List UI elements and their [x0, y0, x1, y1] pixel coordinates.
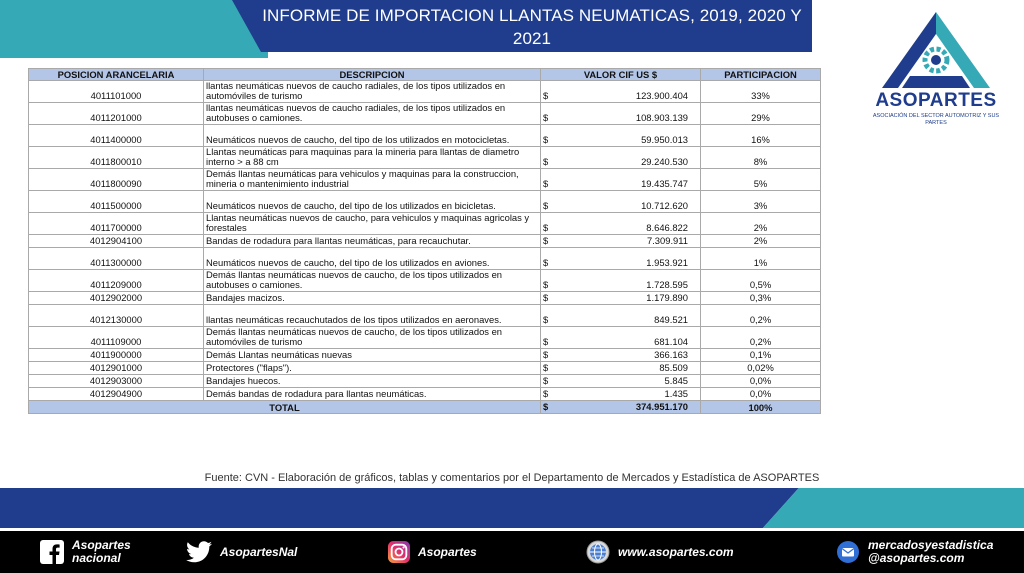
row-share: 0,0% [701, 375, 821, 388]
row-share: 0,2% [701, 305, 821, 327]
row-currency: $ [541, 169, 553, 191]
table-header-row [29, 69, 821, 81]
row-share: 16% [701, 125, 821, 147]
row-value: 7.309.911 [553, 235, 701, 248]
row-code: 4011101000 [29, 81, 204, 103]
logo-name: ASOPARTES [875, 90, 997, 111]
row-value: 5.845 [553, 375, 701, 388]
row-code: 4011201000 [29, 103, 204, 125]
row-code: 4012901000 [29, 362, 204, 375]
row-share: 2% [701, 235, 821, 248]
row-description: llantas neumáticas nuevos de caucho radiales, de los tipos utilizados en automóviles de turismo [204, 81, 541, 103]
row-code: 4012902000 [29, 292, 204, 305]
total-currency: $ [541, 401, 553, 414]
table-row [29, 388, 821, 401]
row-value: 1.953.921 [553, 248, 701, 270]
website-url: www.asopartes.com [618, 544, 734, 559]
row-value: 59.950.013 [553, 125, 701, 147]
row-share: 0,5% [701, 270, 821, 292]
row-currency: $ [541, 235, 553, 248]
row-currency: $ [541, 292, 553, 305]
row-description: llantas neumáticas recauchutados de los tipos utilizados en aeronaves. [204, 305, 541, 327]
logo-tagline: ASOCIACIÓN DEL SECTOR AUTOMOTRIZ Y SUS PARTES [872, 113, 1000, 126]
row-description: Bandas de rodadura para llantas neumáticas, para recauchutar. [204, 235, 541, 248]
social-footer [0, 531, 1024, 573]
row-currency: $ [541, 375, 553, 388]
row-value: 85.509 [553, 362, 701, 375]
row-description: Bandajes macizos. [204, 292, 541, 305]
row-description: Protectores ("flaps"). [204, 362, 541, 375]
row-value: 8.646.822 [553, 213, 701, 235]
email-icon [836, 540, 860, 564]
row-description: Bandajes huecos. [204, 375, 541, 388]
row-share: 0,0% [701, 388, 821, 401]
facebook-link[interactable] [40, 531, 131, 573]
total-label: TOTAL [29, 401, 541, 414]
globe-icon [586, 540, 610, 564]
twitter-icon [186, 541, 212, 563]
row-value: 366.163 [553, 349, 701, 362]
row-value: 681.104 [553, 327, 701, 349]
table-row [29, 349, 821, 362]
instagram-handle: Asopartes [418, 544, 477, 559]
row-description: Neumáticos nuevos de caucho, del tipo de los utilizados en motocicletas. [204, 125, 541, 147]
row-code: 4011800090 [29, 169, 204, 191]
row-code: 4011209000 [29, 270, 204, 292]
instagram-icon [388, 541, 410, 563]
row-description: llantas neumáticas nuevos de caucho radiales, de los tipos utilizados en autobuses o camiones. [204, 103, 541, 125]
website-link[interactable] [586, 531, 734, 573]
row-description: Demás llantas neumáticas nuevos de caucho, de los tipos utilizados en automóviles de turismo [204, 327, 541, 349]
row-value: 1.728.595 [553, 270, 701, 292]
total-share: 100% [701, 401, 821, 414]
row-currency: $ [541, 191, 553, 213]
twitter-handle: AsopartesNal [220, 544, 298, 559]
header-share: PARTICIPACION [701, 69, 821, 81]
email-line2: @asopartes.com [868, 551, 965, 565]
total-value: 374.951.170 [553, 401, 701, 414]
row-description: Demás bandas de rodadura para llantas neumáticas. [204, 388, 541, 401]
facebook-icon [40, 540, 64, 564]
instagram-link[interactable] [388, 531, 477, 573]
table-row [29, 213, 821, 235]
table-row [29, 191, 821, 213]
row-value: 123.900.404 [553, 81, 701, 103]
row-description: Neumáticos nuevos de caucho, del tipo de los utilizados en aviones. [204, 248, 541, 270]
table-row [29, 248, 821, 270]
row-description: Demás llantas neumáticas nuevos de caucho, de los tipos utilizados en autobuses o camiones. [204, 270, 541, 292]
row-code: 4011109000 [29, 327, 204, 349]
table-row [29, 270, 821, 292]
table-row [29, 103, 821, 125]
logo-gear-icon [862, 8, 1010, 92]
asopartes-logo [862, 8, 1010, 128]
header-description: DESCRIPCION [204, 69, 541, 81]
row-share: 5% [701, 169, 821, 191]
row-share: 0,1% [701, 349, 821, 362]
source-note: Fuente: CVN - Elaboración de gráficos, tablas y comentarios por el Departamento de Mercados y Estadística de ASOPARTES [204, 472, 820, 484]
facebook-line2: nacional [72, 551, 121, 565]
import-table [28, 68, 821, 414]
row-currency: $ [541, 362, 553, 375]
facebook-line1: Asopartes [72, 538, 131, 552]
table-row [29, 305, 821, 327]
row-value: 849.521 [553, 305, 701, 327]
header-code: POSICION ARANCELARIA [29, 69, 204, 81]
row-value: 10.712.620 [553, 191, 701, 213]
row-share: 2% [701, 213, 821, 235]
table-row [29, 327, 821, 349]
row-value: 1.179.890 [553, 292, 701, 305]
table-row [29, 147, 821, 169]
row-share: 0,3% [701, 292, 821, 305]
row-code: 4011300000 [29, 248, 204, 270]
total-row [29, 401, 821, 414]
table-row [29, 169, 821, 191]
email-link[interactable] [836, 531, 993, 573]
row-currency: $ [541, 305, 553, 327]
row-share: 33% [701, 81, 821, 103]
row-code: 4011700000 [29, 213, 204, 235]
row-share: 0,02% [701, 362, 821, 375]
row-description: Demás Llantas neumáticas nuevas [204, 349, 541, 362]
row-code: 4012904100 [29, 235, 204, 248]
row-code: 4011500000 [29, 191, 204, 213]
row-currency: $ [541, 125, 553, 147]
row-currency: $ [541, 103, 553, 125]
row-code: 4012904900 [29, 388, 204, 401]
row-value: 19.435.747 [553, 169, 701, 191]
twitter-link[interactable] [186, 531, 297, 573]
row-currency: $ [541, 270, 553, 292]
row-share: 0,2% [701, 327, 821, 349]
row-code: 4011400000 [29, 125, 204, 147]
table-row [29, 81, 821, 103]
table-row [29, 292, 821, 305]
row-share: 3% [701, 191, 821, 213]
row-currency: $ [541, 213, 553, 235]
row-value: 108.903.139 [553, 103, 701, 125]
row-currency: $ [541, 388, 553, 401]
table-row [29, 235, 821, 248]
row-currency: $ [541, 349, 553, 362]
row-value: 1.435 [553, 388, 701, 401]
email-line1: mercadosyestadistica [868, 538, 994, 552]
row-code: 4011800010 [29, 147, 204, 169]
row-currency: $ [541, 248, 553, 270]
row-share: 8% [701, 147, 821, 169]
row-description: Llantas neumáticas nuevos de caucho, para vehiculos y maquinas agricolas y forestales [204, 213, 541, 235]
table-row [29, 375, 821, 388]
row-description: Llantas neumáticas para maquinas para la mineria para llantas de diametro interno > a 88 cm [204, 147, 541, 169]
table-row [29, 362, 821, 375]
row-currency: $ [541, 147, 553, 169]
row-value: 29.240.530 [553, 147, 701, 169]
row-description: Demás llantas neumáticas para vehiculos y maquinas para la construccion, mineria o mantenimiento industrial [204, 169, 541, 191]
table-row [29, 125, 821, 147]
row-share: 29% [701, 103, 821, 125]
row-code: 4012903000 [29, 375, 204, 388]
row-code: 4012130000 [29, 305, 204, 327]
row-share: 1% [701, 248, 821, 270]
header-value: VALOR CIF US $ [541, 69, 701, 81]
row-description: Neumáticos nuevos de caucho, del tipo de los utilizados en bicicletas. [204, 191, 541, 213]
page-title: INFORME DE IMPORTACION LLANTAS NEUMATICAS, 2019, 2020 Y 2021 [262, 6, 802, 48]
row-currency: $ [541, 327, 553, 349]
header-teal-band [0, 0, 268, 58]
row-currency: $ [541, 81, 553, 103]
row-code: 4011900000 [29, 349, 204, 362]
